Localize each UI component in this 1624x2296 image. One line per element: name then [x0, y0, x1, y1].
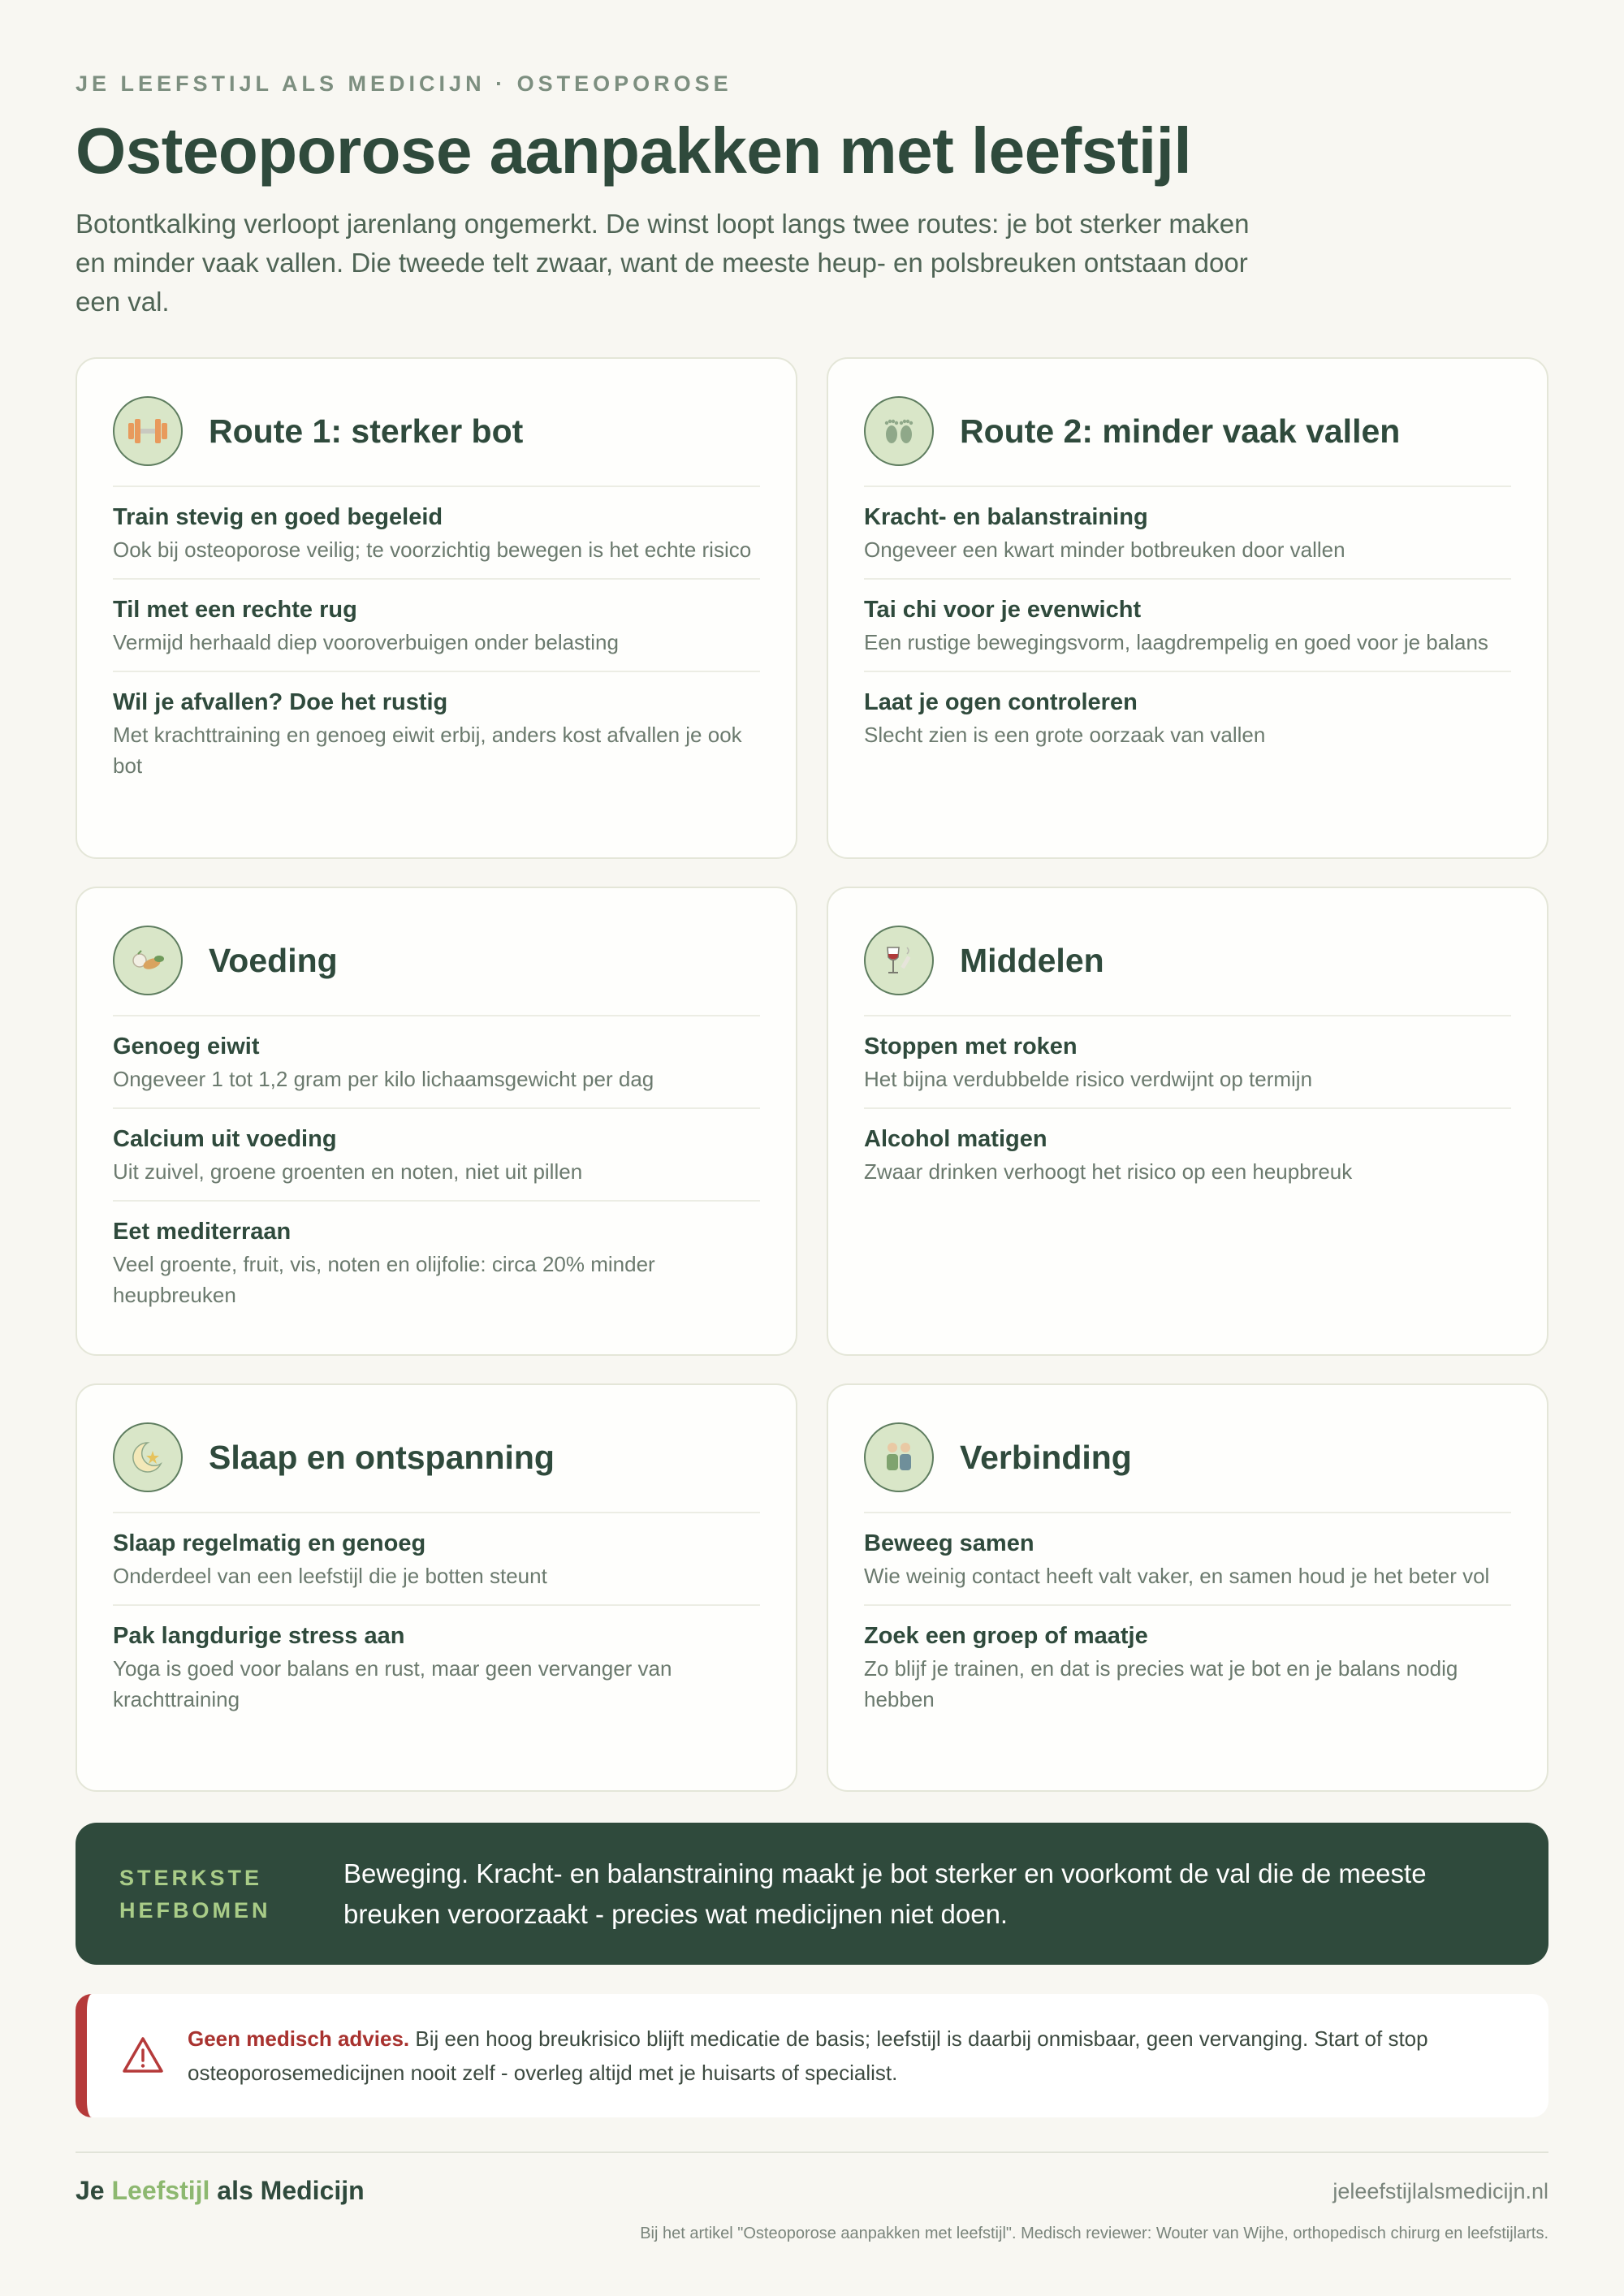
disclaimer-strong: Geen medisch advies.	[188, 2026, 410, 2051]
list-item	[113, 487, 760, 580]
item-text: Wie weinig contact heeft valt vaker, en samen houd je het beter vol	[864, 1564, 1490, 1588]
list-item	[864, 1109, 1511, 1200]
list-item	[864, 580, 1511, 672]
card-title: Route 2: minder vaak vallen	[960, 412, 1401, 450]
list-item	[864, 1016, 1511, 1109]
moon-star-icon	[113, 1422, 183, 1492]
card-verbinding	[827, 1383, 1548, 1792]
item-text: Yoga is goed voor balans en rust, maar geen vervanger van krachttraining	[113, 1656, 672, 1711]
list-item	[113, 1513, 760, 1606]
item-title: Alcohol matigen	[864, 1126, 1047, 1152]
card-header	[113, 395, 760, 487]
highlight-banner	[76, 1823, 1548, 1965]
dumbbell-icon	[113, 396, 183, 466]
item-title: Pak langdurige stress aan	[113, 1623, 405, 1649]
item-title: Kracht- en balanstraining	[864, 504, 1148, 530]
intro-text: Botontkalking verloopt jarenlang ongemerkt. De winst loopt langs twee routes: je bot sterker maken en minder vaak vallen. Die tweede telt zwaar, want de meeste heup- en polsbreuken ontstaan door een val.	[76, 209, 1250, 317]
item-text: Veel groente, fruit, vis, noten en olijfolie: circa 20% minder heupbreuken	[113, 1252, 655, 1307]
list-item	[113, 1109, 760, 1202]
disclaimer-body: Bij een hoog breukrisico blijft medicatie de basis; leefstijl is daarbij onmisbaar, geen vervanging. Start of stop osteoporosemedicijnen nooit zelf - overleg altijd met je huisarts of specialist.	[188, 2026, 1428, 2085]
item-title: Laat je ogen controleren	[864, 689, 1138, 715]
highlight-text: Beweging. Kracht- en balanstraining maakt je bot sterker en voorkomt de val die de meeste breuken veroorzaakt - precies wat medicijnen niet doen.	[343, 1858, 1427, 1929]
card-route-1	[76, 357, 797, 859]
list-item	[113, 1016, 760, 1109]
brand-prefix: Je	[76, 2176, 112, 2205]
footprints-icon	[864, 396, 934, 466]
people-icon	[864, 1422, 934, 1492]
disclaimer-box	[76, 1994, 1548, 2117]
list-item	[864, 1606, 1511, 1728]
item-title: Genoeg eiwit	[113, 1034, 260, 1060]
card-header	[864, 395, 1511, 487]
eyebrow: JE LEEFSTIJL ALS MEDICIJN · OSTEOPOROSE	[76, 71, 732, 96]
item-title: Beweeg samen	[864, 1530, 1034, 1556]
card-middelen	[827, 887, 1548, 1356]
item-title: Train stevig en goed begeleid	[113, 504, 443, 530]
page-title: Osteoporose aanpakken met leefstijl	[76, 114, 1192, 187]
item-title: Eet mediterraan	[113, 1219, 292, 1245]
item-title: Stoppen met roken	[864, 1034, 1078, 1060]
card-title: Middelen	[960, 941, 1104, 979]
brand-logo	[76, 2176, 365, 2206]
item-text: Een rustige bewegingsvorm, laagdrempelig en goed voor je balans	[864, 630, 1488, 654]
item-title: Tai chi voor je evenwicht	[864, 597, 1142, 623]
warning-triangle-icon	[121, 2034, 165, 2078]
list-item	[864, 672, 1511, 763]
card-header	[113, 924, 760, 1016]
item-text: Ook bij osteoporose veilig; te voorzichtig bewegen is het echte risico	[113, 537, 752, 562]
item-text: Zo blijf je trainen, en dat is precies wat je bot en je balans nodig hebben	[864, 1656, 1458, 1711]
item-title: Wil je afvallen? Doe het rustig	[113, 689, 448, 715]
item-title: Slaap regelmatig en genoeg	[113, 1530, 426, 1556]
brand-accent: Leefstijl	[111, 2176, 210, 2205]
card-header	[864, 1421, 1511, 1513]
card-route-2	[827, 357, 1548, 859]
wine-cigarette-icon	[864, 926, 934, 995]
item-text: Het bijna verdubbelde risico verdwijnt op termijn	[864, 1067, 1313, 1091]
list-item	[113, 1606, 760, 1728]
site-url: jeleefstijlalsmedicijn.nl	[1332, 2179, 1548, 2203]
item-text: Vermijd herhaald diep vooroverbuigen onder belasting	[113, 630, 619, 654]
list-item	[864, 1513, 1511, 1606]
list-item	[113, 580, 760, 672]
card-title: Route 1: sterker bot	[209, 412, 524, 450]
card-header	[864, 924, 1511, 1016]
card-header	[113, 1421, 760, 1513]
disclaimer-text	[188, 2022, 1508, 2090]
item-text: Ongeveer een kwart minder botbreuken door vallen	[864, 537, 1345, 562]
item-text: Met krachttraining en genoeg eiwit erbij, anders kost afvallen je ook bot	[113, 723, 742, 778]
card-grid	[76, 357, 1548, 1792]
brand-suffix: als Medicijn	[209, 2176, 365, 2205]
footer-divider	[76, 2151, 1548, 2153]
highlight-label: STERKSTE HEFBOMEN	[119, 1865, 271, 1923]
card-voeding	[76, 887, 797, 1356]
credit-line: Bij het artikel "Osteoporose aanpakken met leefstijl". Medisch reviewer: Wouter van Wijhe, orthopedisch chirurg en leefstijlarts.	[640, 2225, 1548, 2242]
item-title: Zoek een groep of maatje	[864, 1623, 1148, 1649]
item-text: Zwaar drinken verhoogt het risico op een heupbreuk	[864, 1159, 1353, 1184]
list-item	[864, 487, 1511, 580]
item-title: Calcium uit voeding	[113, 1126, 337, 1152]
card-title: Verbinding	[960, 1438, 1132, 1476]
card-title: Voeding	[209, 941, 338, 979]
card-title: Slaap en ontspanning	[209, 1438, 555, 1476]
list-item	[113, 1202, 760, 1323]
item-text: Uit zuivel, groene groenten en noten, niet uit pillen	[113, 1159, 583, 1184]
item-text: Onderdeel van een leefstijl die je botten steunt	[113, 1564, 547, 1588]
item-title: Til met een rechte rug	[113, 597, 357, 623]
item-text: Slecht zien is een grote oorzaak van vallen	[864, 723, 1266, 747]
list-item	[113, 672, 760, 794]
item-text: Ongeveer 1 tot 1,2 gram per kilo lichaamsgewicht per dag	[113, 1067, 654, 1091]
card-slaap	[76, 1383, 797, 1792]
food-icon	[113, 926, 183, 995]
